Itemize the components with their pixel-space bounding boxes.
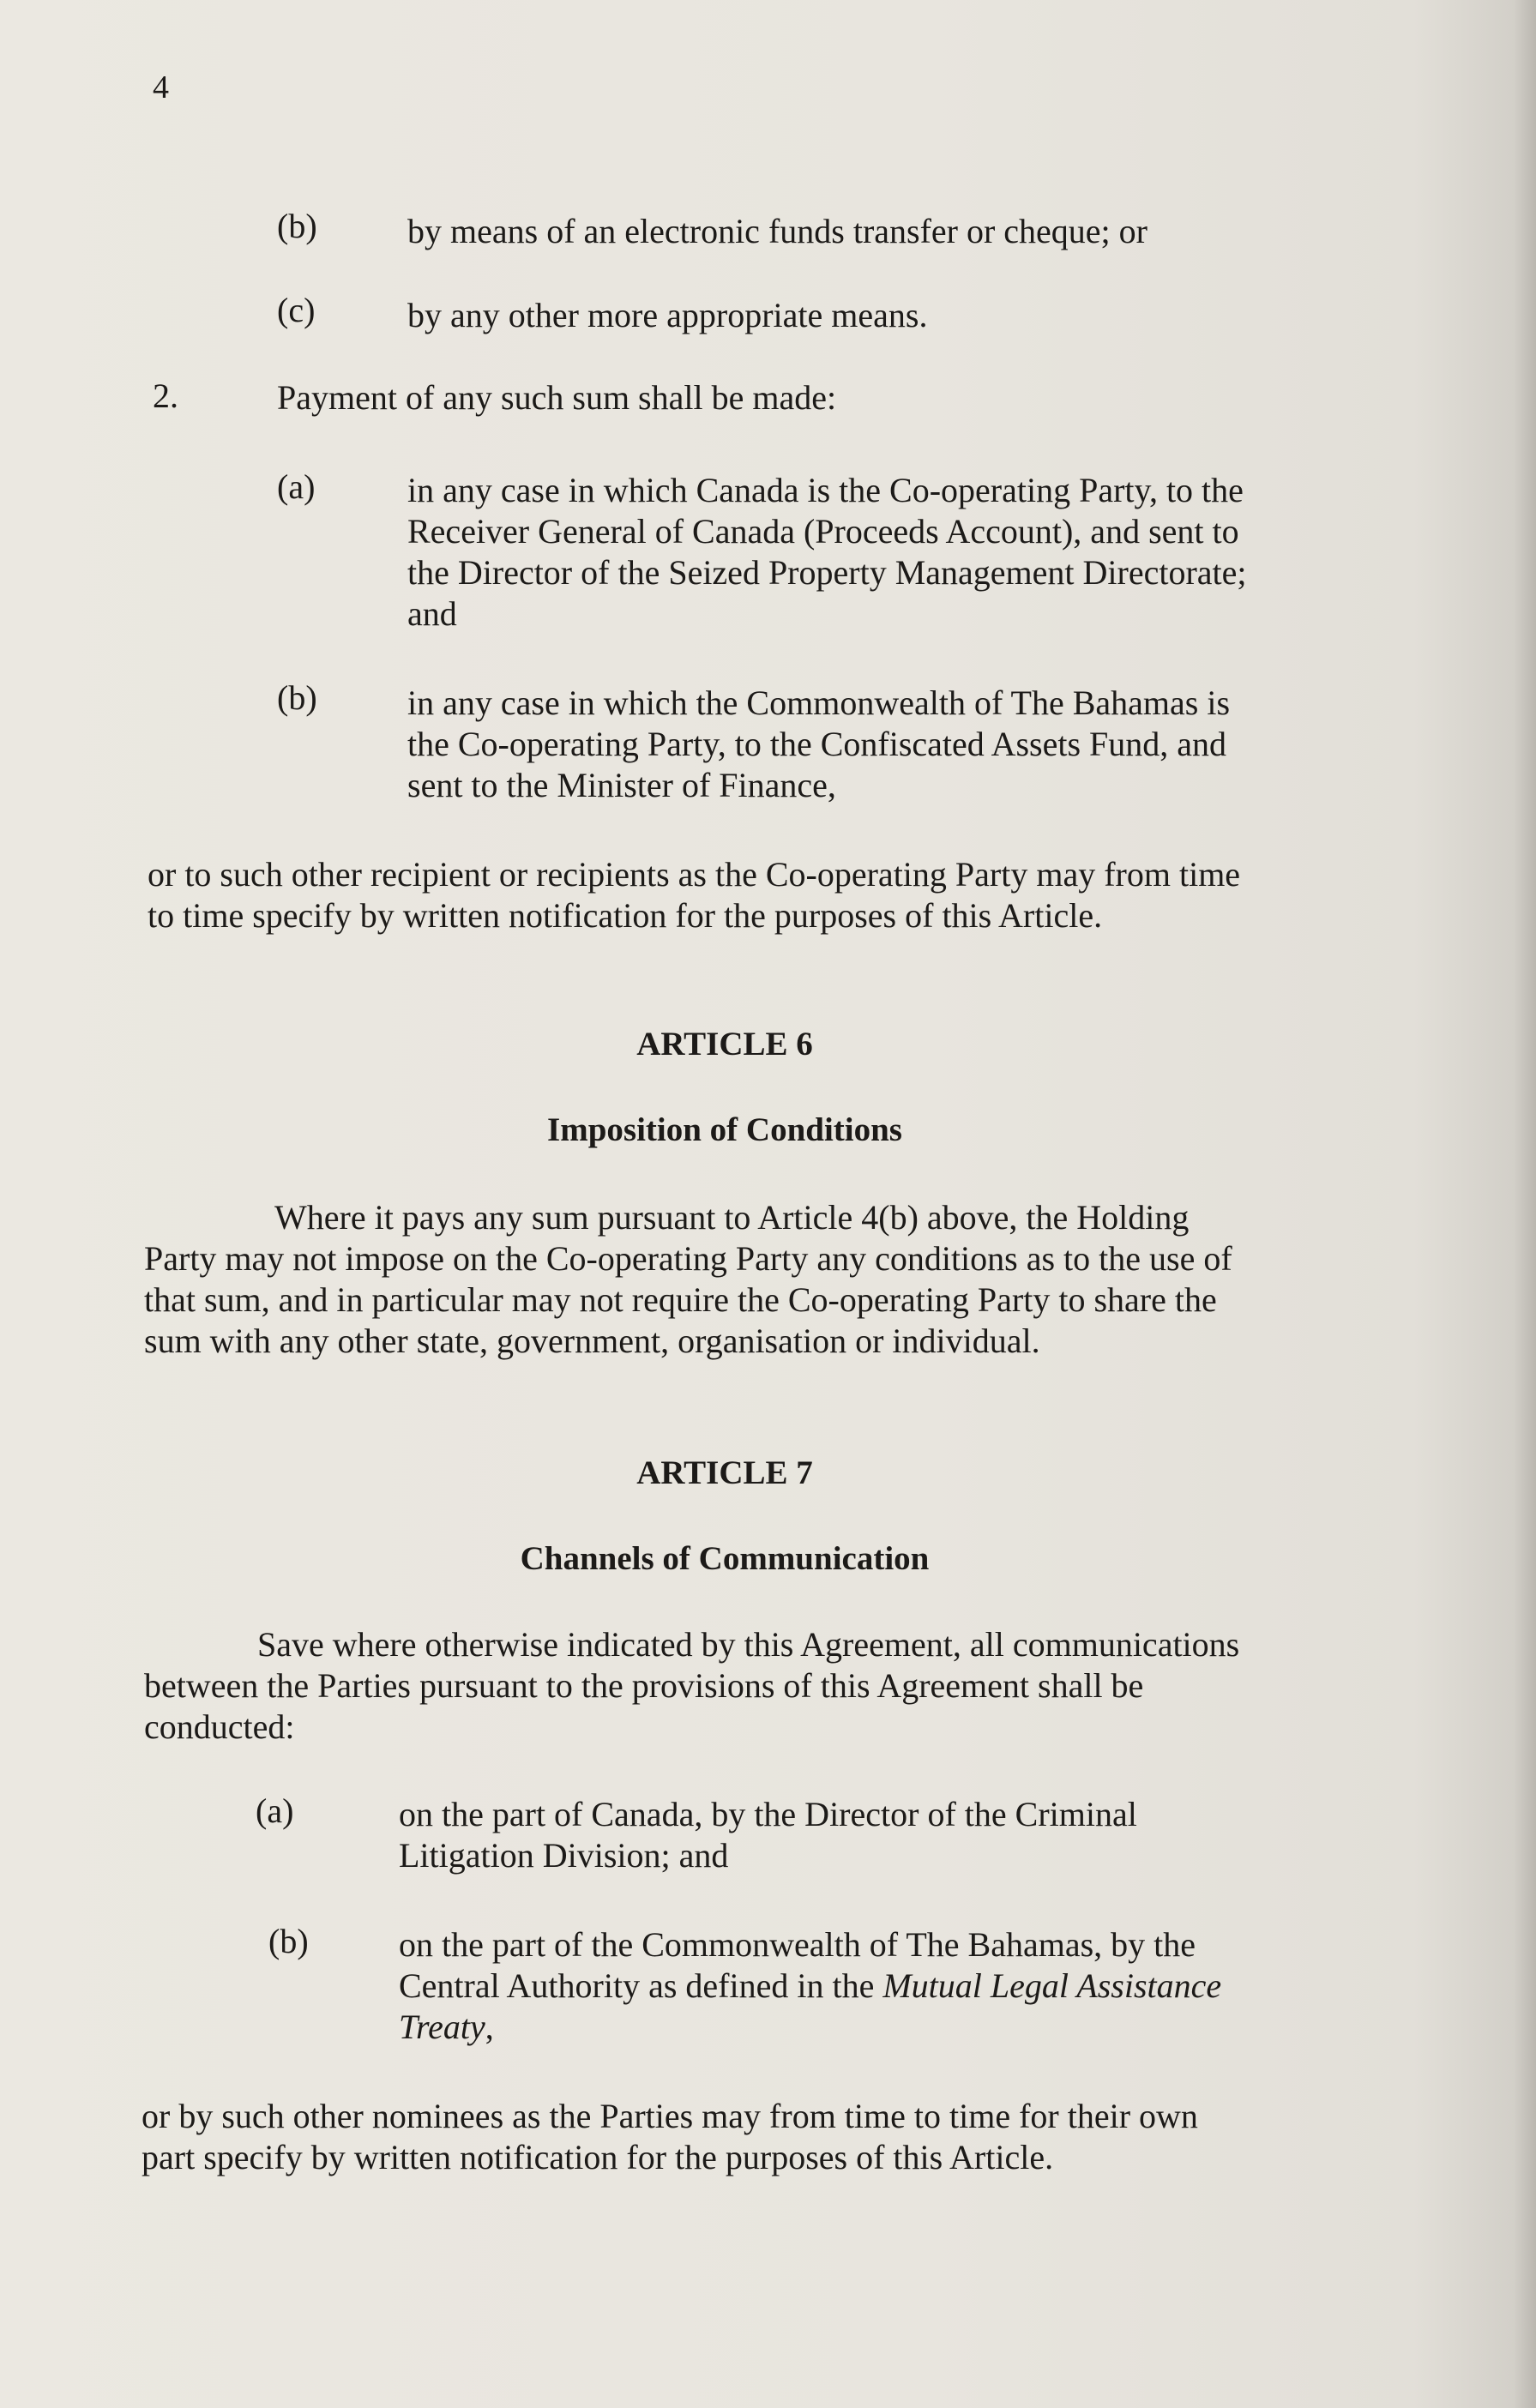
para2-closing: or to such other recipient or recipients as the Co-operating Party may from time to time specify by written notification for the purposes of this Article. (148, 855, 1241, 935)
para2-item-b-text: in any case in which the Commonwealth of The Bahamas is the Co-operating Party, to the Confiscated Assets Fund, and sent to the Minister of Finance, (407, 683, 1231, 804)
article-7-label-b: (b) (268, 1922, 309, 1960)
para2-item-a-text: in any case in which Canada is the Co-operating Party, to the Receiver General of Canada (Proceeds Account), and sent to the Director of the Seized Property Management Directorate; and (407, 471, 1247, 633)
paragraph-number: 2. (153, 376, 178, 415)
article-7-closing: or by such other nominees as the Parties may from time to time for their own part specify by written notification for the purposes of this Article. (142, 2097, 1198, 2176)
paragraph-intro: Payment of any such sum shall be made: (277, 378, 837, 417)
list-label-b: (b) (277, 207, 317, 245)
page-edge-shadow (1514, 0, 1536, 2408)
para2-label-a: (a) (277, 467, 316, 506)
article-7-subheading: Channels of Communication (520, 1540, 930, 1577)
list-label-c: (c) (277, 291, 316, 329)
article-7-body: Save where otherwise indicated by this Agreement, all communications between the Parties pursuant to the provisions of this Agreement shall be conducted: (144, 1625, 1240, 1746)
article-7-item-a-text: on the part of Canada, by the Director of the Criminal Litigation Division; and (399, 1795, 1137, 1875)
article-7-label-a: (a) (256, 1791, 294, 1830)
list-item-b-text: by means of an electronic funds transfer or cheque; or (407, 212, 1147, 250)
para2-label-b: (b) (277, 678, 317, 717)
treaty-title-italic: Mutual Legal Assistance (882, 1966, 1222, 2005)
article-6-heading: ARTICLE 6 (636, 1026, 813, 1063)
article-7-heading: ARTICLE 7 (636, 1454, 813, 1491)
treaty-title-italic-cont: Treaty (399, 2008, 485, 2046)
article-6-subheading: Imposition of Conditions (547, 1111, 902, 1148)
list-item-c-text: by any other more appropriate means. (407, 296, 928, 334)
page-number: 4 (153, 69, 169, 105)
article-7-item-b-text: on the part of the Commonwealth of The Bahamas, by the Central Authority as defined in the Mutual Legal Assistance Treaty, (399, 1925, 1222, 2046)
article-6-body: Where it pays any sum pursuant to Article 4(b) above, the Holding Party may not impose on the Co-operating Party any conditions as to the use of that sum, and in particular may not require the Co-operating Party to share the sum with any other state, government, organisation or individual. (144, 1198, 1232, 1360)
